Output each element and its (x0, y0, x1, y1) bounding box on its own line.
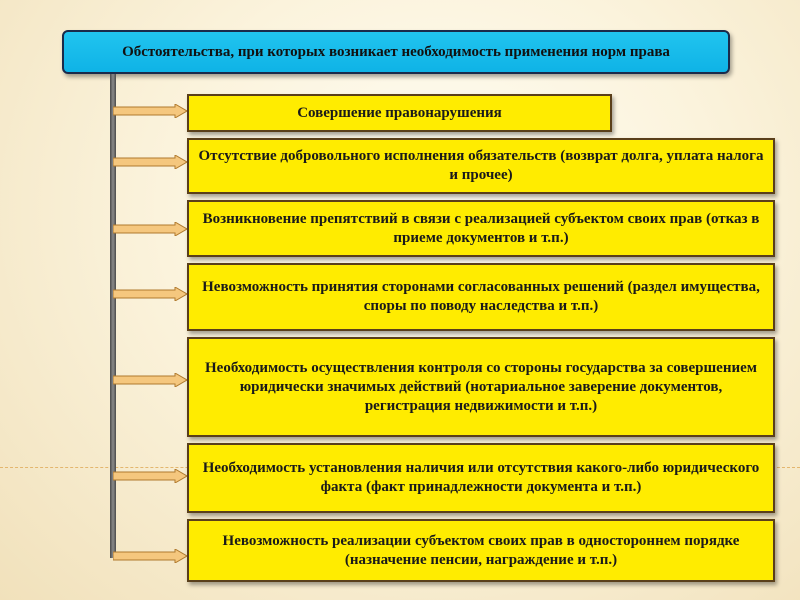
item-box-disputes (187, 263, 775, 331)
item-label: Совершение правонарушения (297, 104, 502, 121)
item-label: Возникновение препятствий в связи с реализацией субъектом своих прав (отказ в приеме документов и т.п.) (202, 210, 760, 246)
item-box-unilateral (187, 519, 775, 582)
item-box-offense (187, 94, 612, 132)
right-arrow-icon (113, 104, 187, 118)
diagram-title: Обстоятельства, при которых возникает необходимость применения норм права (122, 43, 670, 60)
item-label: Невозможность принятия сторонами согласованных решений (раздел имущества, споры по поводу наследства и т.п.) (202, 279, 760, 314)
item-box-legal-fact (187, 443, 775, 513)
diagram-title-box (62, 30, 730, 74)
item-label: Необходимость установления наличия или отсутствия какого-либо юридического факта (факт принадлежности документа и т.п.) (202, 460, 760, 495)
item-box-obstacles (187, 200, 775, 257)
connector-trunk (110, 74, 116, 558)
item-label: Отсутствие добровольного исполнения обязательств (возврат долга, уплата налога и прочее) (198, 148, 764, 183)
right-arrow-icon (113, 549, 187, 563)
item-box-non-performance (187, 138, 775, 194)
right-arrow-icon (113, 287, 187, 301)
item-label: Невозможность реализации субъектом своих прав в одностороннем порядке (назначение пенсии, награждение и т.п.) (222, 532, 740, 568)
right-arrow-icon (113, 155, 187, 169)
right-arrow-icon (113, 373, 187, 387)
item-label: Необходимость осуществления контроля со стороны государства за совершением юридически значимых действий (нотариальное заверение документов, регистрация недвижимости и т.п.) (205, 359, 757, 414)
item-box-state-control (187, 337, 775, 437)
right-arrow-icon (113, 222, 187, 236)
right-arrow-icon (113, 469, 187, 483)
